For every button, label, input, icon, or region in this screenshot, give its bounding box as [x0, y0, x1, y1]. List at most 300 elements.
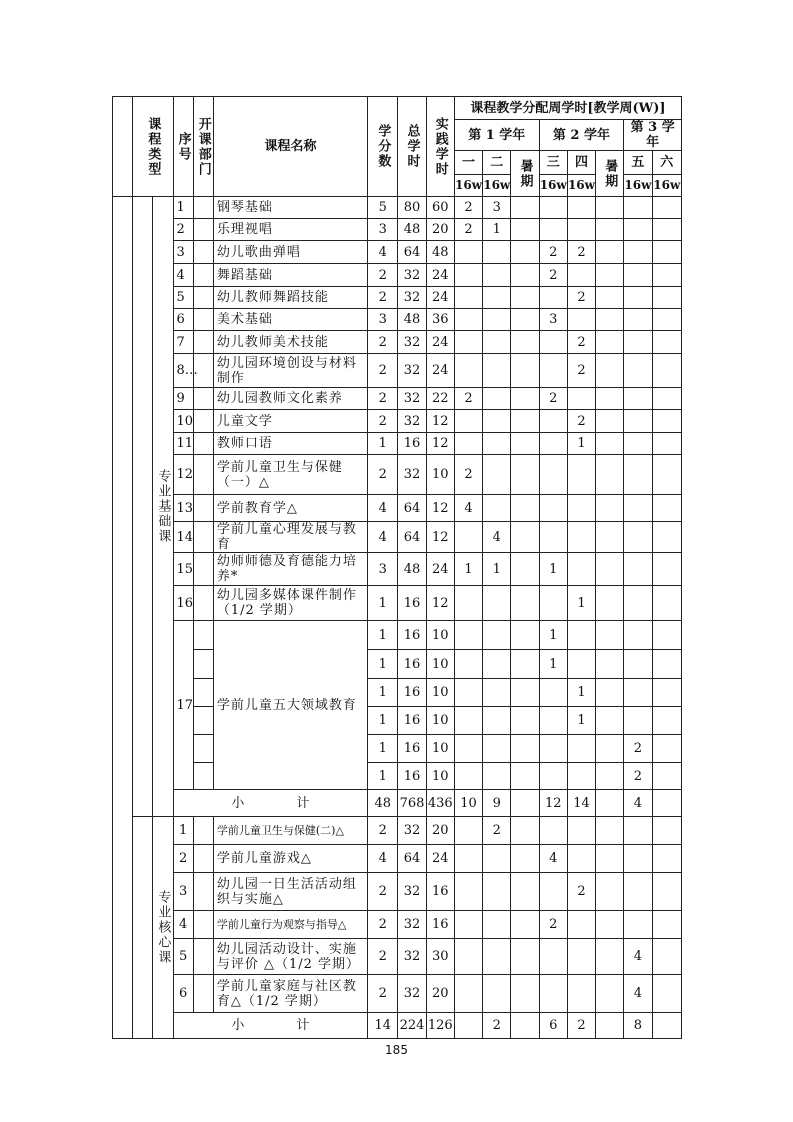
cell-s4 [567, 939, 595, 975]
table-row [113, 354, 682, 388]
cell-s1: 2 [454, 455, 482, 495]
row-number: 15 [173, 553, 193, 586]
cell-s1 [454, 707, 482, 735]
cell-su1 [511, 586, 539, 621]
cell-su2 [596, 1013, 624, 1039]
cell-credits: 2 [368, 354, 398, 388]
cell-s4 [567, 621, 595, 650]
cell-practice: 24 [426, 354, 454, 388]
cell-s6 [652, 586, 681, 621]
cell-practice: 22 [426, 388, 454, 410]
row-number: 1 [173, 817, 193, 845]
cell-total: 32 [398, 975, 426, 1013]
cell-s1 [454, 650, 482, 679]
cell-s5 [624, 287, 652, 309]
cell-credits: 3 [368, 219, 398, 241]
cell-su1 [511, 817, 539, 845]
cell-s4: 2 [567, 354, 595, 388]
cell-practice: 30 [426, 939, 454, 975]
department-cell [193, 410, 213, 433]
cell-su2 [596, 495, 624, 522]
cell-s4 [567, 975, 595, 1013]
cell-practice: 24 [426, 553, 454, 586]
cell-credits: 2 [368, 287, 398, 309]
department-cell [193, 817, 213, 845]
cell-su2 [596, 241, 624, 264]
cell-total: 48 [398, 309, 426, 331]
cell-s1: 1 [454, 553, 482, 586]
cell-su1 [511, 911, 539, 939]
cell-s2 [483, 939, 511, 975]
cell-s2 [483, 495, 511, 522]
cell-s6 [652, 975, 681, 1013]
cell-su2 [596, 388, 624, 410]
subtotal-label: 小 计 [173, 790, 368, 817]
blank-col-2 [133, 817, 153, 1039]
cell-s1 [454, 354, 482, 388]
practice-hours-header: 实践学时 [426, 97, 454, 197]
cell-su1 [511, 241, 539, 264]
cell-total: 32 [398, 410, 426, 433]
subtotal-label: 小 计 [173, 1013, 368, 1039]
cell-s5 [624, 621, 652, 650]
cell-s2: 1 [483, 553, 511, 586]
row-number: 4 [173, 264, 193, 287]
cell-s6 [652, 621, 681, 650]
weeks-sem4: 16w [567, 175, 595, 197]
cell-s3: 2 [539, 264, 567, 287]
cell-practice: 16 [426, 911, 454, 939]
cell-s4 [567, 817, 595, 845]
cell-su2 [596, 197, 624, 219]
category-professional-basic-label: 专业基础课 [155, 469, 171, 544]
cell-s3 [539, 287, 567, 309]
cell-su1 [511, 735, 539, 763]
cell-s5 [624, 679, 652, 707]
sem2-header: 二 [483, 151, 511, 175]
cell-s2 [483, 388, 511, 410]
course-name: 学前儿童家庭与社区教育△（1/2 学期） [213, 975, 367, 1013]
course-name: 学前儿童游戏△ [213, 845, 367, 873]
cell-s4 [567, 219, 595, 241]
cell-su1 [511, 553, 539, 586]
cell-s5: 4 [624, 975, 652, 1013]
cell-su2 [596, 621, 624, 650]
cell-practice: 20 [426, 817, 454, 845]
cell-s2 [483, 650, 511, 679]
sem1-header: 一 [454, 151, 482, 175]
cell-su1 [511, 287, 539, 309]
cell-su1 [511, 433, 539, 455]
department-cell [193, 735, 213, 763]
table-row [113, 331, 682, 354]
cell-s5 [624, 873, 652, 911]
cell-s3 [539, 433, 567, 455]
course-name: 教师口语 [213, 433, 367, 455]
cell-su1 [511, 650, 539, 679]
cell-credits: 2 [368, 388, 398, 410]
cell-s4 [567, 455, 595, 495]
cell-su1 [511, 975, 539, 1013]
cell-credits: 2 [368, 939, 398, 975]
cell-s4 [567, 845, 595, 873]
cell-s6 [652, 197, 681, 219]
table-row [113, 911, 682, 939]
cell-s5 [624, 455, 652, 495]
weeks-sem3: 16w [539, 175, 567, 197]
cell-s6 [652, 650, 681, 679]
cell-credits: 3 [368, 309, 398, 331]
row-number: 3 [173, 241, 193, 264]
cell-s3 [539, 455, 567, 495]
department-cell [193, 975, 213, 1013]
cell-s2 [483, 354, 511, 388]
cell-s6 [652, 309, 681, 331]
sem3-header: 三 [539, 151, 567, 175]
department-cell [193, 873, 213, 911]
cell-su1 [511, 1013, 539, 1039]
course-name: 幼儿园一日生活活动组织与实施△ [213, 873, 367, 911]
cell-s5: 4 [624, 790, 652, 817]
cell-s3 [539, 763, 567, 790]
cell-s4: 14 [567, 790, 595, 817]
table-row [113, 388, 682, 410]
cell-practice: 24 [426, 845, 454, 873]
table-row [113, 553, 682, 586]
cell-s2 [483, 763, 511, 790]
cell-s2 [483, 586, 511, 621]
department-cell [193, 679, 213, 707]
weeks-sem1: 16w [454, 175, 482, 197]
cell-total: 32 [398, 388, 426, 410]
cell-s3 [539, 679, 567, 707]
cell-s1 [454, 763, 482, 790]
cell-total: 32 [398, 287, 426, 309]
cell-credits: 2 [368, 873, 398, 911]
cell-credits: 4 [368, 522, 398, 553]
cell-s6 [652, 790, 681, 817]
cell-practice: 24 [426, 331, 454, 354]
cell-total: 16 [398, 621, 426, 650]
cell-credits: 2 [368, 410, 398, 433]
cell-su1 [511, 354, 539, 388]
table-row [113, 650, 682, 679]
cell-s3: 2 [539, 388, 567, 410]
department-cell [193, 522, 213, 553]
cell-s5 [624, 219, 652, 241]
department-cell [193, 264, 213, 287]
sem6-header: 六 [652, 151, 681, 175]
row-number: 12 [173, 455, 193, 495]
cell-s6 [652, 522, 681, 553]
cell-practice: 20 [426, 975, 454, 1013]
department-cell [193, 287, 213, 309]
cell-s5 [624, 388, 652, 410]
cell-s6 [652, 735, 681, 763]
cell-practice: 24 [426, 287, 454, 309]
cell-s5 [624, 241, 652, 264]
cell-s1 [454, 410, 482, 433]
cell-su1 [511, 197, 539, 219]
cell-total: 64 [398, 522, 426, 553]
cell-s3 [539, 354, 567, 388]
cell-practice: 12 [426, 495, 454, 522]
row-number: 2 [173, 845, 193, 873]
cell-practice: 12 [426, 433, 454, 455]
department-cell [193, 553, 213, 586]
cell-total: 16 [398, 586, 426, 621]
course-name: 幼儿园环境创设与材料制作 [213, 354, 367, 388]
cell-s3 [539, 873, 567, 911]
cell-s6 [652, 433, 681, 455]
table-row [113, 287, 682, 309]
cell-su2 [596, 309, 624, 331]
blank-col-header [113, 97, 133, 197]
year1-header: 第 1 学年 [454, 120, 539, 151]
cell-s3 [539, 410, 567, 433]
cell-s1 [454, 309, 482, 331]
cell-s2 [483, 873, 511, 911]
cell-s1 [454, 241, 482, 264]
cell-s3 [539, 939, 567, 975]
department-cell [193, 495, 213, 522]
cell-total: 16 [398, 763, 426, 790]
row-number: 3 [173, 873, 193, 911]
course-name: 美术基础 [213, 309, 367, 331]
cell-su2 [596, 553, 624, 586]
course-name: 舞蹈基础 [213, 264, 367, 287]
table-row [113, 845, 682, 873]
cell-su2 [596, 790, 624, 817]
cell-total: 32 [398, 354, 426, 388]
cell-s3: 4 [539, 845, 567, 873]
cell-s2 [483, 845, 511, 873]
cell-s2: 3 [483, 197, 511, 219]
summer2-header: 暑期 [596, 151, 624, 197]
department-cell [193, 197, 213, 219]
cell-s4: 1 [567, 586, 595, 621]
cell-total: 48 [398, 553, 426, 586]
cell-s6 [652, 495, 681, 522]
weeks-sem2: 16w [483, 175, 511, 197]
cell-s2: 4 [483, 522, 511, 553]
category-professional-core-label: 专业核心课 [155, 890, 171, 965]
cell-s1 [454, 679, 482, 707]
cell-s2 [483, 621, 511, 650]
cell-total: 32 [398, 817, 426, 845]
cell-s1 [454, 331, 482, 354]
cell-s4: 2 [567, 410, 595, 433]
department-cell [193, 650, 213, 679]
cell-s2 [483, 455, 511, 495]
course-name: 幼儿教师舞蹈技能 [213, 287, 367, 309]
cell-credits: 1 [368, 433, 398, 455]
cell-su2 [596, 219, 624, 241]
cell-practice: 12 [426, 522, 454, 553]
cell-practice: 10 [426, 679, 454, 707]
cell-s3 [539, 975, 567, 1013]
cell-s6 [652, 1013, 681, 1039]
cell-s5 [624, 495, 652, 522]
course-name-header: 课程名称 [213, 97, 367, 197]
cell-su2 [596, 873, 624, 911]
sem4-header: 四 [567, 151, 595, 175]
row-number: 2 [173, 219, 193, 241]
cell-s1 [454, 1013, 482, 1039]
cell-practice: 436 [426, 790, 454, 817]
cell-s4 [567, 911, 595, 939]
cell-practice: 10 [426, 621, 454, 650]
cell-credits: 2 [368, 817, 398, 845]
cell-credits: 4 [368, 845, 398, 873]
cell-s5 [624, 911, 652, 939]
weeks-sem5: 16w [624, 175, 652, 197]
weeks-sem6: 16w [652, 175, 681, 197]
cell-total: 32 [398, 264, 426, 287]
cell-s6 [652, 331, 681, 354]
department-cell [193, 763, 213, 790]
cell-practice: 10 [426, 763, 454, 790]
cell-su2 [596, 433, 624, 455]
blank-col [113, 197, 133, 1039]
department-cell [193, 388, 213, 410]
table-row [113, 679, 682, 707]
cell-su1 [511, 331, 539, 354]
cell-s2 [483, 287, 511, 309]
cell-su1 [511, 873, 539, 911]
page-number: 185 [385, 1043, 408, 1057]
cell-su2 [596, 264, 624, 287]
course-name: 学前儿童卫生与保健(二)△ [213, 817, 367, 845]
cell-s2 [483, 410, 511, 433]
cell-credits: 1 [368, 707, 398, 735]
cell-s3: 2 [539, 241, 567, 264]
cell-practice: 20 [426, 219, 454, 241]
summer1-header: 暑期 [511, 151, 539, 197]
cell-s4 [567, 264, 595, 287]
cell-total: 32 [398, 939, 426, 975]
cell-s4 [567, 495, 595, 522]
cell-s3 [539, 522, 567, 553]
cell-credits: 5 [368, 197, 398, 219]
row-number: 17 [173, 621, 193, 790]
table-row [113, 939, 682, 975]
cell-su1 [511, 388, 539, 410]
row-number: 7 [173, 331, 193, 354]
cell-s3: 1 [539, 650, 567, 679]
cell-s4: 1 [567, 707, 595, 735]
cell-s2: 1 [483, 219, 511, 241]
row-number: 16 [173, 586, 193, 621]
cell-s1: 2 [454, 197, 482, 219]
cell-s1 [454, 264, 482, 287]
cell-s1 [454, 975, 482, 1013]
cell-s4: 2 [567, 1013, 595, 1039]
row-number: 9 [173, 388, 193, 410]
department-cell [193, 331, 213, 354]
blank-col-2 [133, 197, 153, 817]
cell-total: 64 [398, 845, 426, 873]
cell-s2 [483, 975, 511, 1013]
cell-practice: 10 [426, 707, 454, 735]
cell-su2 [596, 679, 624, 707]
cell-practice: 24 [426, 264, 454, 287]
cell-s5 [624, 197, 652, 219]
sem5-header: 五 [624, 151, 652, 175]
cell-s1 [454, 939, 482, 975]
cell-s4: 2 [567, 287, 595, 309]
cell-s4: 1 [567, 433, 595, 455]
cell-practice: 10 [426, 735, 454, 763]
cell-s1: 2 [454, 388, 482, 410]
cell-su2 [596, 354, 624, 388]
department-cell [193, 707, 213, 735]
cell-credits: 14 [368, 1013, 398, 1039]
cell-s4 [567, 522, 595, 553]
cell-practice: 10 [426, 455, 454, 495]
cell-credits: 1 [368, 735, 398, 763]
cell-s1 [454, 911, 482, 939]
cell-s2 [483, 433, 511, 455]
cell-s6 [652, 354, 681, 388]
cell-su2 [596, 586, 624, 621]
cell-s2 [483, 707, 511, 735]
department-header: 开课部门 [193, 97, 213, 197]
cell-s5 [624, 264, 652, 287]
cell-credits: 1 [368, 650, 398, 679]
cell-s5 [624, 309, 652, 331]
cell-s3: 12 [539, 790, 567, 817]
subtotal-row [113, 1013, 682, 1039]
cell-s3: 1 [539, 553, 567, 586]
cell-s2 [483, 331, 511, 354]
cell-su2 [596, 331, 624, 354]
cell-total: 768 [398, 790, 426, 817]
course-type-header: 课程类型 [133, 97, 173, 197]
row-number: 11 [173, 433, 193, 455]
course-name: 幼儿园多媒体课件制作（1/2 学期） [213, 586, 367, 621]
cell-su1 [511, 219, 539, 241]
cell-su2 [596, 410, 624, 433]
cell-su1 [511, 845, 539, 873]
cell-s6 [652, 911, 681, 939]
header-row-1 [113, 97, 682, 120]
cell-s1: 4 [454, 495, 482, 522]
cell-s6 [652, 388, 681, 410]
cell-s1 [454, 621, 482, 650]
cell-practice: 36 [426, 309, 454, 331]
department-cell [193, 219, 213, 241]
cell-su1 [511, 264, 539, 287]
course-name: 幼儿园教师文化素养 [213, 388, 367, 410]
cell-s1 [454, 873, 482, 911]
cell-s6 [652, 287, 681, 309]
cell-credits: 1 [368, 586, 398, 621]
cell-total: 16 [398, 433, 426, 455]
cell-s3: 1 [539, 621, 567, 650]
table-row [113, 410, 682, 433]
course-name: 学前儿童卫生与保健（一）△ [213, 455, 367, 495]
category-professional-core [153, 817, 173, 1039]
cell-total: 32 [398, 911, 426, 939]
cell-total: 32 [398, 873, 426, 911]
cell-s3 [539, 197, 567, 219]
cell-s6 [652, 410, 681, 433]
row-number: 8… [173, 354, 193, 388]
cell-s2 [483, 241, 511, 264]
credits-header: 学分数 [368, 97, 398, 197]
cell-credits: 48 [368, 790, 398, 817]
